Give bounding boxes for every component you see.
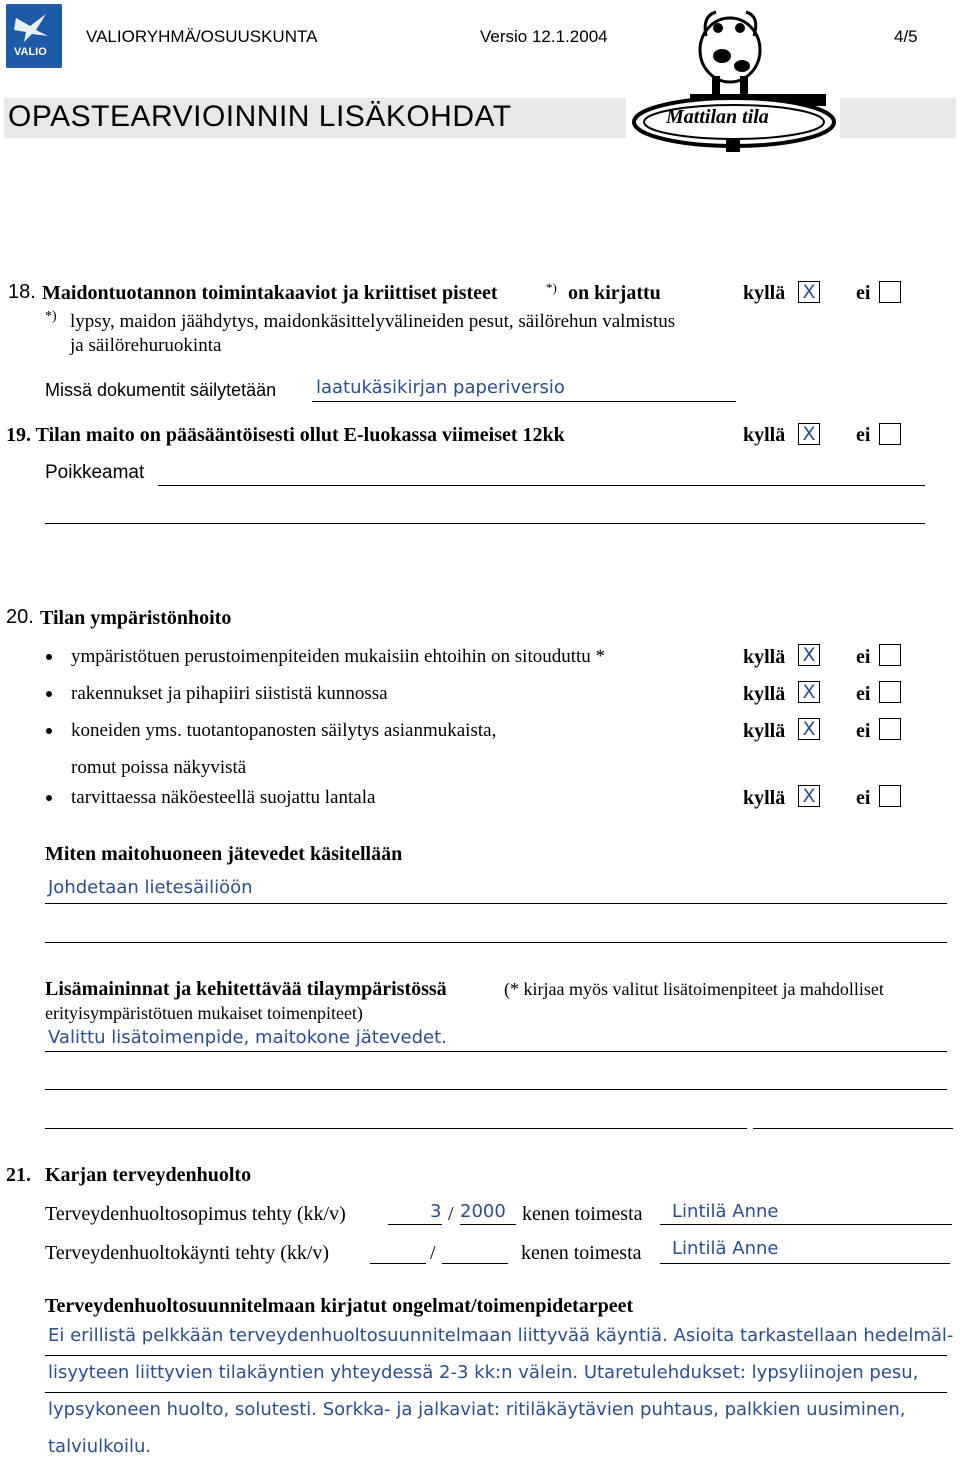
s20-item-2-yes-checkbox[interactable]: X xyxy=(798,681,820,703)
page-title: OPASTEARVIOINNIN LISÄKOHDAT xyxy=(8,100,512,133)
s18-no-label: ei xyxy=(856,282,871,304)
s20-item-3-cont: romut poissa näkyvistä xyxy=(71,757,247,778)
s18-title: Maidontuotannon toimintakaaviot ja kriittiset pisteet xyxy=(42,282,498,304)
s21-visit-by-label: kenen toimesta xyxy=(521,1242,642,1264)
s20-title: Tilan ympäristönhoito xyxy=(40,607,232,629)
s20-item-1-text: ympäristötuen perustoimenpiteiden mukaisiin ehtoihin on sitouduttu * xyxy=(71,646,606,667)
s21-plan-rule-1 xyxy=(45,1355,947,1356)
s21-contract-by-label: kenen toimesta xyxy=(522,1203,643,1225)
s18-title-tail: on kirjattu xyxy=(568,282,661,304)
s20-item-4-yes-checkbox[interactable]: X xyxy=(798,785,820,807)
s20-wastewater-line2[interactable] xyxy=(45,942,947,943)
s20-item-1-yes-checkbox[interactable]: X xyxy=(798,644,820,666)
s21-contract-month-line xyxy=(388,1224,442,1225)
s21-visit-slash: / xyxy=(430,1242,436,1264)
s21-visit-label: Terveydenhuoltokäynti tehty (kk/v) xyxy=(45,1242,330,1264)
s20-notes-hint1: (* kirjaa myös valitut lisätoimenpiteet ja mahdolliset xyxy=(504,979,884,999)
s21-contract-year-line xyxy=(460,1224,516,1225)
s20-item-4-no-checkbox[interactable] xyxy=(879,785,901,807)
title-band-right xyxy=(840,98,956,138)
cow-icon xyxy=(632,6,836,154)
s20-number: 20. xyxy=(6,606,34,628)
s19-deviations-label: Poikkeamat xyxy=(45,462,145,483)
s18-number: 18. xyxy=(8,281,36,303)
s21-number: 21. xyxy=(6,1164,31,1186)
s21-contract-year[interactable]: 2000 xyxy=(460,1201,506,1222)
s20-item-4-text: tarvittaessa näköesteellä suojattu lantala xyxy=(71,787,376,808)
s20-item-2-no-label: ei xyxy=(856,683,871,705)
s21-plan-rule-2 xyxy=(45,1392,947,1393)
s18-no-checkbox[interactable] xyxy=(879,281,901,303)
s21-plan-line-2[interactable]: lisyyteen liittyvien tilakäyntien yhteydessä 2-3 kk:n välein. Utaretulehdukset: lypsyliinojen pesu, xyxy=(48,1362,919,1383)
s18-title-mark: *) xyxy=(546,280,557,295)
s20-item-2-text: rakennukset ja pihapiiri siististä kunnossa xyxy=(71,683,388,704)
s18-note-line2: ja säilörehuruokinta xyxy=(70,335,222,356)
s20-item-2-no-checkbox[interactable] xyxy=(879,681,901,703)
s20-item-1-yes-label: kyllä xyxy=(743,646,786,668)
page-number: 4/5 xyxy=(894,27,918,46)
s19-no-label: ei xyxy=(856,424,871,446)
org-name: VALIORYHMÄ/OSUUSKUNTA xyxy=(86,27,318,46)
s20-bullet-2 xyxy=(46,691,52,697)
s18-where-line xyxy=(312,401,736,402)
s21-contract-by-value[interactable]: Lintilä Anne xyxy=(672,1201,779,1222)
s20-notes-label: Lisämaininnat ja kehitettävää tilaympäristössä xyxy=(45,978,447,1000)
s18-yes-checkbox[interactable]: X xyxy=(798,281,820,303)
s20-item-3-yes-label: kyllä xyxy=(743,720,786,742)
s21-visit-month-line xyxy=(370,1263,426,1264)
s20-bullet-3 xyxy=(46,728,52,734)
s21-visit-year-line xyxy=(442,1263,508,1264)
s20-notes-hint2: erityisympäristötuen mukaiset toimenpiteet) xyxy=(45,1003,363,1023)
s20-notes-line1 xyxy=(45,1051,947,1052)
s20-item-1-no-checkbox[interactable] xyxy=(879,644,901,666)
s20-notes-line4[interactable] xyxy=(753,1128,953,1129)
s21-contract-slash: / xyxy=(448,1203,454,1225)
s18-note-line1: lypsy, maidon jäähdytys, maidonkäsittelyvälineiden pesut, säilörehun valmistus xyxy=(70,311,676,332)
s21-plan-label: Terveydenhuoltosuunnitelmaan kirjatut ongelmat/toimenpidetarpeet xyxy=(45,1295,634,1317)
s20-bullet-4 xyxy=(46,795,52,801)
s20-item-2-yes-label: kyllä xyxy=(743,683,786,705)
s18-yes-label: kyllä xyxy=(743,282,786,304)
logo-emblem-icon xyxy=(6,6,62,46)
s20-item-3-text: koneiden yms. tuotantopanosten säilytys asianmukaista, xyxy=(71,720,497,741)
s21-plan-line-1[interactable]: Ei erillistä pelkkään terveydenhuoltosuunnitelmaan liittyvää käyntiä. Asioita tarkastellaan hedelmäl- xyxy=(48,1325,954,1346)
s19-deviations-line1[interactable] xyxy=(158,485,925,486)
s21-contract-by-line xyxy=(660,1224,952,1225)
s21-visit-by-line xyxy=(660,1263,950,1264)
s20-notes-line2[interactable] xyxy=(45,1089,947,1090)
s21-title: Karjan terveydenhuolto xyxy=(45,1164,252,1186)
s19-deviations-line2[interactable] xyxy=(45,523,925,524)
s18-where-label: Missä dokumentit säilytetään xyxy=(45,380,277,400)
s20-item-4-no-label: ei xyxy=(856,787,871,809)
farm-logo-text: Mattilan tila xyxy=(666,106,769,128)
s19-title: 19. Tilan maito on pääsääntöisesti ollut E-luokassa viimeiset 12kk xyxy=(6,424,565,446)
farm-logo xyxy=(632,6,836,154)
s21-visit-by-value[interactable]: Lintilä Anne xyxy=(672,1238,779,1259)
doc-version: Versio 12.1.2004 xyxy=(480,27,608,46)
s20-notes-value[interactable]: Valittu lisätoimenpide, maitokone jätevedet. xyxy=(48,1027,447,1048)
s20-item-3-no-label: ei xyxy=(856,720,871,742)
s21-contract-label: Terveydenhuoltosopimus tehty (kk/v) xyxy=(45,1203,346,1225)
s21-contract-month[interactable]: 3 xyxy=(430,1201,442,1222)
s20-wastewater-line1 xyxy=(45,903,947,904)
s19-yes-label: kyllä xyxy=(743,424,786,446)
s20-item-1-no-label: ei xyxy=(856,646,871,668)
s20-item-4-yes-label: kyllä xyxy=(743,787,786,809)
s20-wastewater-value[interactable]: Johdetaan lietesäiliöön xyxy=(48,877,253,898)
s18-note-mark: *) xyxy=(45,309,57,324)
logo-text: VALIO xyxy=(14,46,47,58)
s20-bullet-1 xyxy=(46,654,52,660)
s20-item-3-yes-checkbox[interactable]: X xyxy=(798,718,820,740)
s21-plan-line-4[interactable]: talviulkoilu. xyxy=(48,1436,152,1457)
s19-no-checkbox[interactable] xyxy=(879,423,901,445)
s20-notes-line3[interactable] xyxy=(45,1128,747,1129)
valio-logo xyxy=(6,4,62,68)
s19-yes-checkbox[interactable]: X xyxy=(798,423,820,445)
s20-item-3-no-checkbox[interactable] xyxy=(879,718,901,740)
s21-plan-line-3[interactable]: lypsykoneen huolto, solutesti. Sorkka- ja jalkaviat: ritiläkäytävien puhtaus, palkkien uusiminen, xyxy=(48,1399,906,1420)
s20-wastewater-label: Miten maitohuoneen jätevedet käsitellään xyxy=(45,843,403,865)
s18-where-value[interactable]: laatukäsikirjan paperiversio xyxy=(316,377,565,398)
